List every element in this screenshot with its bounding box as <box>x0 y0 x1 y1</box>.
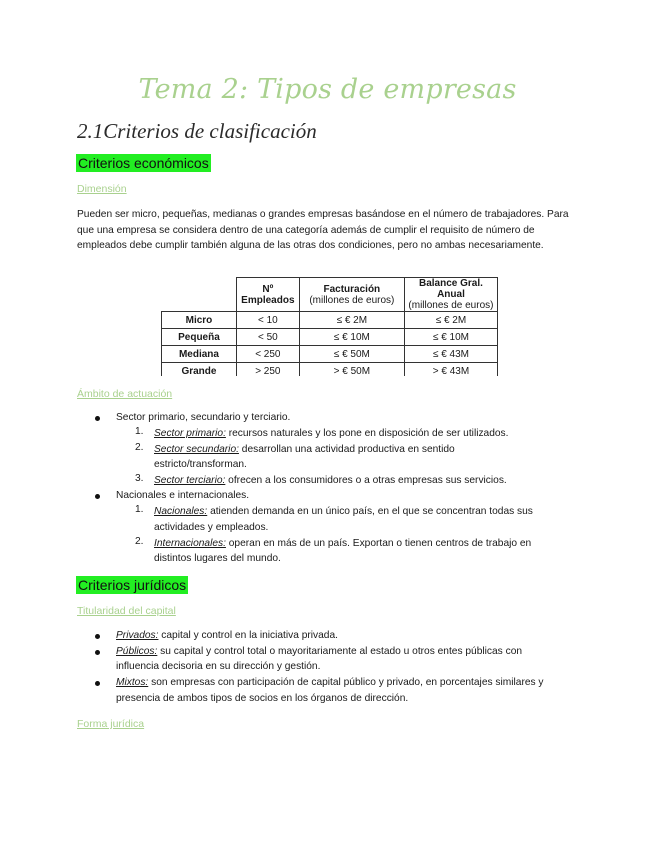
list-item-continuation: presencia de ambos tipos de socios en los órganos de dirección. <box>116 693 409 704</box>
table-cell: < 250 <box>236 346 299 363</box>
list-number: 2. <box>135 442 144 453</box>
page-title: Tema 2: Tipos de empresas <box>138 74 517 105</box>
list-number: 1. <box>135 426 144 437</box>
table-header-balance: Balance Gral. Anual (millones de euros) <box>404 278 497 312</box>
list-item: Nacionales e internacionales. <box>116 490 250 501</box>
subheading-titularidad: Titularidad del capital <box>77 605 176 617</box>
subheading-ambito: Ámbito de actuación <box>77 388 173 400</box>
table-row <box>162 363 498 377</box>
bullet-icon <box>95 634 100 639</box>
list-item: Mixtos: son empresas con participación de capital público y privado, en porcentajes similares y <box>116 677 544 688</box>
table-header-facturacion: Facturación (millones de euros) <box>299 278 404 312</box>
dimension-table <box>161 277 498 376</box>
list-item-continuation: estricto/transforman. <box>154 459 247 470</box>
table-cell: > 250 <box>236 363 299 377</box>
list-item: Nacionales: atienden demanda en un único país, en el que se concentran todas sus <box>154 506 533 517</box>
table-cell: > € 50M <box>299 363 404 377</box>
dimension-paragraph: Pueden ser micro, pequeñas, medianas o grandes empresas basándose en el número de trabajadores. Para que una empresa se considera dentro de una categoría además de cumplir el requisito de número de empleados debe cumplir también alguna de las otras dos condiciones, pero no ambas necesariamente. <box>77 209 569 252</box>
list-number: 2. <box>135 536 144 547</box>
table-row-label: Pequeña <box>162 329 237 346</box>
table-cell: ≤ € 2M <box>404 312 497 329</box>
bullet-icon <box>95 494 100 499</box>
table-row-label: Mediana <box>162 346 237 363</box>
table-row-label: Micro <box>162 312 237 329</box>
list-item: Sector primario: recursos naturales y los pone en disposición de ser utilizados. <box>154 428 509 439</box>
heading-criterios-economicos: Criterios económicos <box>78 155 209 171</box>
table-cell: ≤ € 50M <box>299 346 404 363</box>
subheading-forma-juridica: Forma jurídica <box>77 718 145 730</box>
bullet-icon <box>95 650 100 655</box>
list-item-continuation: actividades y empleados. <box>154 522 269 533</box>
table-cell: ≤ € 10M <box>299 329 404 346</box>
list-item: Públicos: su capital y control total o mayoritariamente al estado u otros entes públicas con <box>116 646 523 657</box>
list-item: Sector secundario: desarrollan una actividad productiva en sentido <box>154 444 455 455</box>
table-row <box>162 312 498 329</box>
table-cell: < 50 <box>236 329 299 346</box>
list-item: Sector terciario: ofrecen a los consumidores o a otras empresas sus servicios. <box>154 475 507 486</box>
table-cell: ≤ € 2M <box>299 312 404 329</box>
table-corner <box>162 278 237 312</box>
list-item: Internacionales: operan en más de un país. Exportan o tienen centros de trabajo en <box>154 538 532 549</box>
table-row <box>162 329 498 346</box>
table-cell: ≤ € 43M <box>404 346 497 363</box>
list-item-continuation: distintos lugares del mundo. <box>154 553 281 564</box>
heading-criterios-juridicos: Criterios jurídicos <box>78 577 187 593</box>
list-item: Sector primario, secundario y terciario. <box>116 412 291 423</box>
bullet-icon <box>95 681 100 686</box>
list-item-continuation: influencia decisoria en su dirección y gestión. <box>116 661 321 672</box>
bullet-icon <box>95 416 100 421</box>
list-number: 3. <box>135 473 144 484</box>
table-header-row <box>162 278 498 312</box>
table-cell: < 10 <box>236 312 299 329</box>
subheading-dimension: Dimensión <box>77 183 127 195</box>
list-item: Privados: capital y control en la iniciativa privada. <box>116 630 338 641</box>
table-row-label: Grande <box>162 363 237 377</box>
table-cell: ≤ € 10M <box>404 329 497 346</box>
table-header-empleados: Nº Empleados <box>236 278 299 312</box>
table-cell: > € 43M <box>404 363 497 377</box>
list-number: 1. <box>135 504 144 515</box>
section-heading: 2.1Criterios de clasificación <box>77 119 317 143</box>
table-row <box>162 346 498 363</box>
